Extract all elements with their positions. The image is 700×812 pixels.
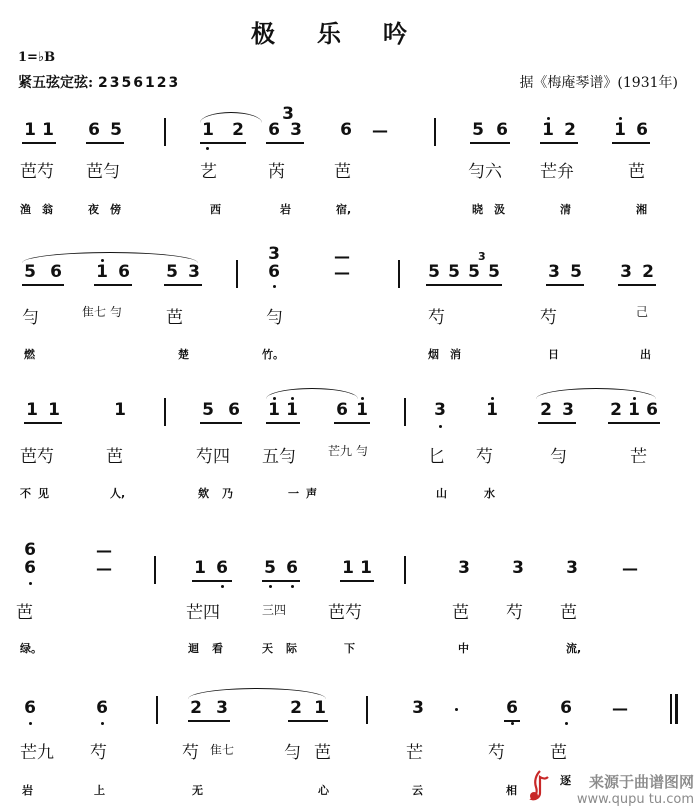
lyric: 水	[484, 487, 495, 500]
note: 3	[268, 244, 280, 264]
lyric: 不	[20, 487, 31, 500]
tablature: 勻	[22, 308, 39, 328]
note: 5	[24, 262, 36, 282]
note: 1	[114, 400, 126, 420]
note: 6	[24, 558, 36, 578]
note: 6	[24, 698, 36, 718]
tablature: 芭芍	[328, 603, 362, 623]
triplet-mark: 3	[478, 250, 486, 263]
lyric: 心	[318, 784, 329, 797]
tuning-line	[18, 72, 180, 92]
note: 6	[506, 698, 518, 718]
lyric: 一	[288, 487, 299, 500]
note: 6	[268, 262, 280, 282]
note: 3	[458, 558, 470, 578]
lyric: 云	[412, 784, 423, 797]
lyric: 楚	[178, 348, 189, 361]
tablature: 三四	[262, 603, 287, 617]
lyric: 下	[344, 642, 355, 655]
dash: —	[334, 263, 350, 282]
tablature: 匕	[428, 447, 445, 467]
tablature: 勻六	[468, 162, 502, 182]
note: 5	[428, 262, 440, 282]
note: 3	[620, 262, 632, 282]
tablature: 艺	[200, 162, 217, 182]
lyric: 相	[506, 784, 517, 797]
lyric: 人,	[110, 487, 126, 500]
key-signature: 1=♭B	[18, 50, 56, 65]
note: 2	[610, 400, 622, 420]
note: 5	[166, 262, 178, 282]
lyric: 日	[548, 348, 559, 361]
dash: —	[334, 247, 350, 266]
lyric: 岩	[22, 784, 33, 797]
note: 1	[26, 400, 38, 420]
note: 5	[570, 262, 582, 282]
note: 1	[614, 120, 626, 140]
watermark	[577, 774, 694, 808]
note: 5	[472, 120, 484, 140]
note: 1	[314, 698, 326, 718]
note: 1	[286, 400, 298, 420]
note: 1	[360, 558, 372, 578]
tablature: 芮	[268, 162, 285, 182]
page-title: 极乐吟	[251, 19, 449, 48]
lyric: 逐	[560, 774, 571, 787]
tablature: 芭	[166, 308, 183, 328]
tablature: 芍	[182, 743, 199, 763]
note: 3	[548, 262, 560, 282]
lyric: 无	[192, 784, 203, 797]
dash: —	[372, 121, 388, 140]
note: 6	[286, 558, 298, 578]
tablature: 五勻	[262, 447, 296, 467]
tablature: 芍	[90, 743, 107, 763]
note: 5	[110, 120, 122, 140]
tablature: 芍四	[196, 447, 230, 467]
note: 1	[486, 400, 498, 420]
tablature: 芍	[488, 743, 505, 763]
tablature: 芭芍	[20, 447, 54, 467]
note: 5	[202, 400, 214, 420]
note: 6	[88, 120, 100, 140]
note: 3	[290, 120, 302, 140]
tablature: 隹七	[210, 743, 235, 757]
note: 3	[412, 698, 424, 718]
tablature: 芭	[550, 743, 567, 763]
lyric: 中	[458, 642, 469, 655]
tablature: 芒九 勻	[328, 444, 368, 458]
lyric: 傍	[110, 203, 121, 216]
note: 5	[448, 262, 460, 282]
note: 6	[336, 400, 348, 420]
lyric: 燃	[24, 348, 35, 361]
lyric: 山	[436, 487, 447, 500]
lyric: 烟	[428, 348, 439, 361]
lyric: 见	[38, 487, 49, 500]
lyric: 清	[560, 203, 571, 216]
tuning-label: 紧五弦定弦:	[18, 75, 94, 91]
note: 6	[636, 120, 648, 140]
watermark-url: www.qupu tu.com	[576, 792, 694, 807]
lyric: 夜	[88, 203, 99, 216]
tuning-notes: 2356123	[98, 75, 181, 91]
note: 3	[562, 400, 574, 420]
source-credit: 据《梅庵琴谱》(1931年)	[519, 75, 678, 91]
note: 2	[540, 400, 552, 420]
lyric: 晓	[472, 203, 483, 216]
dash: —	[96, 541, 112, 560]
note: 6	[216, 558, 228, 578]
music-note-logo-icon	[526, 769, 552, 807]
note: 3	[216, 698, 228, 718]
lyric: 岩	[280, 203, 291, 216]
tablature: 芭	[628, 162, 645, 182]
lyric: 西	[210, 203, 221, 216]
dash: —	[622, 559, 638, 578]
note: 1	[268, 400, 280, 420]
dash: —	[96, 559, 112, 578]
tablature: 芭芍	[20, 162, 54, 182]
note: 2	[564, 120, 576, 140]
note: 2	[290, 698, 302, 718]
tablature: 勻	[284, 743, 301, 763]
tablature: 芍	[428, 308, 445, 328]
lyric: 宿,	[336, 203, 352, 216]
lyric: 欸	[198, 487, 209, 500]
note: 3	[434, 400, 446, 420]
note: 3	[282, 104, 294, 124]
lyric: 竹。	[262, 348, 284, 361]
tablature: 隹七 勻	[82, 305, 122, 319]
tablature: 芭	[106, 447, 123, 467]
note: 6	[560, 698, 572, 718]
lyric: 看	[212, 642, 223, 655]
tablature: 芒弁	[540, 162, 574, 182]
note: 5	[264, 558, 276, 578]
note: 6	[50, 262, 62, 282]
note: 1	[542, 120, 554, 140]
note: 6	[118, 262, 130, 282]
note: 6	[24, 540, 36, 560]
note: 1	[24, 120, 36, 140]
tablature: 芍	[540, 308, 557, 328]
tablature: 芭	[452, 603, 469, 623]
note: 1	[202, 120, 214, 140]
note: 1	[194, 558, 206, 578]
note: 3	[188, 262, 200, 282]
note: 1	[48, 400, 60, 420]
tablature: 芒	[406, 743, 423, 763]
lyric: 翁	[42, 203, 53, 216]
lyric: 乃	[222, 487, 233, 500]
tablature: 芭	[334, 162, 351, 182]
note: 6	[340, 120, 352, 140]
tablature: 芭	[314, 743, 331, 763]
note: 1	[342, 558, 354, 578]
note: 6	[646, 400, 658, 420]
lyric: 湘	[636, 203, 647, 216]
lyric: 渔	[20, 203, 31, 216]
tablature: 芍	[476, 447, 493, 467]
lyric: 消	[450, 348, 461, 361]
lyric: 声	[306, 487, 317, 500]
dash: —	[612, 699, 628, 718]
tablature: 芒	[630, 447, 647, 467]
tablature: 芭	[560, 603, 577, 623]
note: 6	[268, 120, 280, 140]
lyric: 天	[262, 642, 273, 655]
watermark-site-name: 来源于曲谱图网	[588, 773, 694, 791]
note: 6	[228, 400, 240, 420]
note: 1	[628, 400, 640, 420]
note: 5	[488, 262, 500, 282]
tablature: 芭	[16, 603, 33, 623]
tablature: 己	[636, 305, 649, 319]
lyric: 际	[286, 642, 297, 655]
lyric: 迴	[188, 642, 199, 655]
tablature: 芒九	[20, 743, 54, 763]
lyric: 出	[640, 348, 651, 361]
tablature: 芍	[506, 603, 523, 623]
lyric: 汲	[494, 203, 505, 216]
note: 1	[96, 262, 108, 282]
tablature: 芭勻	[86, 162, 120, 182]
note: 6	[96, 698, 108, 718]
lyric: 绿。	[20, 642, 42, 655]
tablature: 勻	[266, 308, 283, 328]
note: 2	[642, 262, 654, 282]
note: 3	[566, 558, 578, 578]
note: 5	[468, 262, 480, 282]
note: 1	[356, 400, 368, 420]
note: 6	[496, 120, 508, 140]
lyric: 上	[94, 784, 105, 797]
tablature: 勻	[550, 447, 567, 467]
lyric: 流,	[566, 642, 582, 655]
note: 3	[512, 558, 524, 578]
note: 2	[190, 698, 202, 718]
tablature: 芒四	[186, 603, 220, 623]
note: 1	[42, 120, 54, 140]
note: 2	[232, 120, 244, 140]
